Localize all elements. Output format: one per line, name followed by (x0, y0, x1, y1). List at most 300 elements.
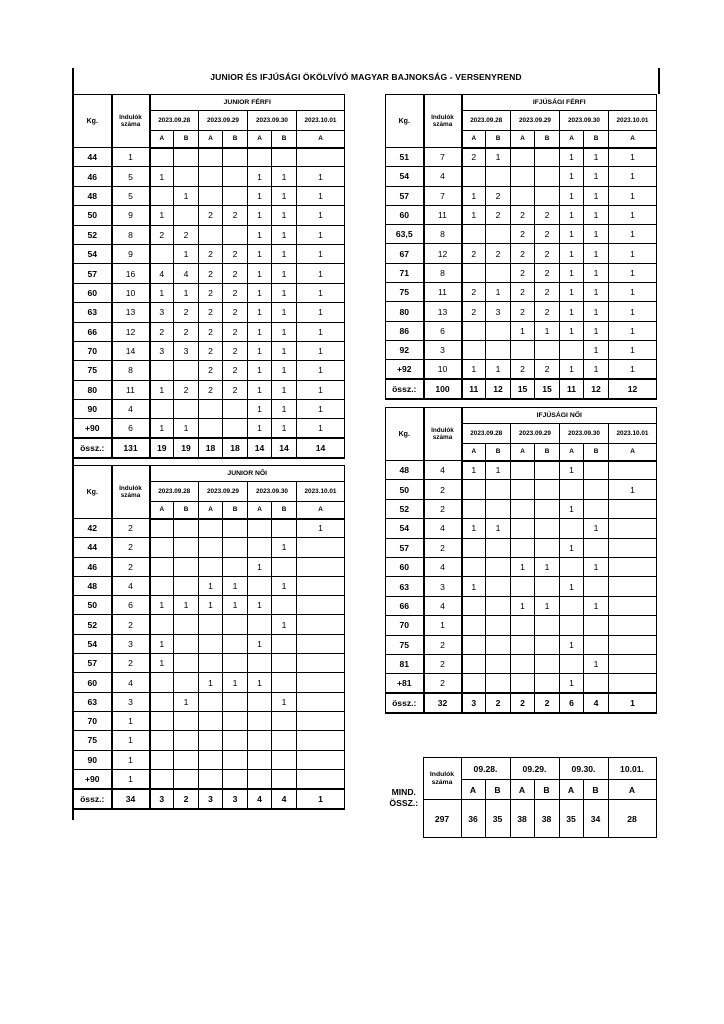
weight-class: 46 (74, 557, 112, 576)
bout-count (199, 769, 223, 788)
bout-count: 1 (150, 380, 174, 399)
bout-count (297, 731, 345, 750)
weight-class: 75 (74, 731, 112, 750)
table-row (74, 186, 345, 205)
bout-count (584, 480, 609, 499)
table-row (74, 576, 345, 595)
bout-count (584, 577, 609, 596)
sum-bouts: 3 (199, 789, 223, 809)
bout-count: 1 (248, 244, 272, 263)
table-row (74, 538, 345, 557)
date-header: 2023.09.28 (150, 482, 199, 502)
table-row (386, 340, 657, 359)
date-header: 2023.09.30 (560, 111, 609, 131)
session-header: B (584, 444, 609, 461)
summary-value: 35 (559, 800, 583, 838)
sum-label: össz.: (386, 379, 424, 399)
bout-count (462, 263, 486, 282)
bout-count (560, 557, 584, 576)
sum-bouts: 3 (462, 693, 486, 713)
entrant-count: 12 (112, 322, 150, 341)
bout-count: 1 (297, 519, 345, 538)
bout-count: 1 (174, 419, 199, 438)
bout-count (150, 361, 174, 380)
weight-class: 63 (74, 303, 112, 322)
bout-count: 1 (486, 461, 511, 480)
bout-count: 2 (199, 264, 223, 283)
bout-count: 1 (223, 576, 248, 595)
weight-class: 44 (74, 538, 112, 557)
table-row (386, 616, 657, 635)
weight-class: 48 (74, 576, 112, 595)
session-header: B (535, 131, 560, 148)
bout-count (535, 538, 560, 557)
bout-count (150, 750, 174, 769)
entrant-count: 6 (112, 596, 150, 615)
date-header: 2023.09.29 (199, 482, 248, 502)
entrant-count: 13 (424, 302, 462, 321)
entrant-count: 3 (424, 577, 462, 596)
weight-class: 63,5 (386, 225, 424, 244)
bout-count (462, 557, 486, 576)
table-row (386, 186, 657, 205)
bout-count (199, 711, 223, 730)
weight-class: 48 (74, 186, 112, 205)
bout-count: 2 (462, 148, 486, 167)
bout-count: 1 (248, 264, 272, 283)
bout-count: 1 (486, 519, 511, 538)
sum-label: össz.: (386, 693, 424, 713)
summary-date-1: 09.28. (461, 758, 510, 780)
bout-count (297, 634, 345, 653)
bout-count: 1 (272, 167, 297, 186)
bout-count (535, 654, 560, 673)
bout-count: 1 (248, 400, 272, 419)
table-row (386, 244, 657, 263)
bout-count: 1 (150, 167, 174, 186)
entrant-count: 2 (112, 557, 150, 576)
bout-count: 2 (174, 303, 199, 322)
table-row (74, 692, 345, 711)
bout-count (297, 538, 345, 557)
bout-count (486, 654, 511, 673)
bout-count: 1 (584, 186, 609, 205)
bout-count: 1 (535, 321, 560, 340)
sum-entrants: 100 (424, 379, 462, 399)
entrant-count: 4 (112, 673, 150, 692)
date-header: 2023.10.01 (297, 111, 345, 131)
session-header: B (223, 502, 248, 519)
bout-count (297, 148, 345, 167)
bout-count: 1 (609, 302, 657, 321)
date-header: 2023.10.01 (297, 482, 345, 502)
bout-count (150, 731, 174, 750)
bout-count (174, 673, 199, 692)
entrant-count: 14 (112, 341, 150, 360)
bout-count (150, 400, 174, 419)
session-header: A (511, 444, 535, 461)
bout-count: 1 (609, 167, 657, 186)
bout-count: 1 (560, 674, 584, 693)
bout-count: 1 (248, 186, 272, 205)
bout-count: 1 (248, 634, 272, 653)
sum-bouts: 12 (584, 379, 609, 399)
bout-count: 1 (609, 205, 657, 224)
bout-count: 1 (150, 596, 174, 615)
bout-count (199, 654, 223, 673)
sum-bouts: 14 (272, 438, 297, 458)
bout-count: 2 (486, 186, 511, 205)
entrant-count: 2 (424, 538, 462, 557)
session-header: A (511, 131, 535, 148)
bout-count (560, 616, 584, 635)
bout-count: 1 (272, 322, 297, 341)
sum-bouts: 2 (511, 693, 535, 713)
bout-count (297, 769, 345, 788)
bout-count (174, 361, 199, 380)
sum-bouts: 14 (248, 438, 272, 458)
bout-count (535, 148, 560, 167)
bout-count (248, 750, 272, 769)
session-header: A (248, 131, 272, 148)
bout-count: 1 (248, 419, 272, 438)
table-row (74, 557, 345, 576)
bout-count: 1 (560, 499, 584, 518)
session-header: A (462, 131, 486, 148)
bout-count: 1 (199, 673, 223, 692)
bout-count: 1 (272, 615, 297, 634)
sum-bouts: 11 (462, 379, 486, 399)
table-row (386, 148, 657, 167)
bout-count: 1 (272, 264, 297, 283)
session-header: B (223, 131, 248, 148)
bout-count (584, 461, 609, 480)
bout-count: 1 (462, 577, 486, 596)
bout-count (486, 225, 511, 244)
table-row (74, 519, 345, 538)
bout-count: 1 (535, 596, 560, 615)
bout-count: 1 (272, 283, 297, 302)
bout-count (297, 673, 345, 692)
bout-count (272, 711, 297, 730)
bout-count: 1 (297, 322, 345, 341)
bout-count (248, 711, 272, 730)
entrant-count: 7 (424, 148, 462, 167)
bout-count (486, 499, 511, 518)
bout-count: 2 (223, 206, 248, 225)
weight-class: 50 (386, 480, 424, 499)
bout-count (199, 225, 223, 244)
entrant-count: 11 (424, 205, 462, 224)
bout-count (535, 674, 560, 693)
entrant-count: 4 (424, 461, 462, 480)
bout-count (609, 635, 657, 654)
weight-class: 57 (386, 538, 424, 557)
table-row (74, 206, 345, 225)
bout-count (223, 400, 248, 419)
frame-right-line (658, 68, 660, 94)
table-row (74, 341, 345, 360)
bout-count: 2 (223, 264, 248, 283)
bout-count (511, 167, 535, 186)
entrant-count: 2 (424, 480, 462, 499)
bout-count: 1 (584, 557, 609, 576)
bout-count: 1 (584, 148, 609, 167)
session-header: B (174, 502, 199, 519)
bout-count (486, 167, 511, 186)
entrant-count: 8 (112, 361, 150, 380)
bout-count (584, 616, 609, 635)
entrant-count: 2 (424, 635, 462, 654)
entrant-count: 6 (424, 321, 462, 340)
bout-count: 2 (486, 244, 511, 263)
bout-count (511, 461, 535, 480)
bout-count (272, 654, 297, 673)
bout-count (511, 186, 535, 205)
section-title: IFJÚSÁGI FÉRFI (462, 95, 657, 111)
bout-count: 1 (199, 576, 223, 595)
table-row (386, 360, 657, 379)
bout-count: 4 (150, 264, 174, 283)
bout-count: 1 (560, 225, 584, 244)
bout-count (248, 692, 272, 711)
section-title: JUNIOR NŐI (150, 466, 345, 482)
table-row (74, 750, 345, 769)
entrant-count: 12 (424, 244, 462, 263)
sum-bouts: 2 (486, 693, 511, 713)
sum-row (74, 438, 345, 458)
bout-count (511, 148, 535, 167)
bout-count (174, 206, 199, 225)
sum-bouts: 4 (272, 789, 297, 809)
bout-count (297, 750, 345, 769)
kg-header: Kg. (74, 466, 112, 519)
bout-count (223, 148, 248, 167)
table-row (74, 634, 345, 653)
sum-bouts: 4 (584, 693, 609, 713)
table-row (386, 167, 657, 186)
entrant-count: 2 (424, 499, 462, 518)
bout-count: 1 (609, 480, 657, 499)
bout-count: 2 (174, 322, 199, 341)
bout-count: 1 (248, 380, 272, 399)
bout-count (511, 480, 535, 499)
weight-class: 66 (74, 322, 112, 341)
bout-count (297, 576, 345, 595)
date-header: 2023.10.01 (609, 424, 657, 444)
bout-count: 1 (486, 148, 511, 167)
bout-count (535, 186, 560, 205)
bout-count (150, 186, 174, 205)
weight-class: 60 (386, 205, 424, 224)
bout-count: 1 (535, 557, 560, 576)
entrant-count: 3 (112, 692, 150, 711)
entrant-count: 3 (424, 340, 462, 359)
weight-class: 57 (74, 654, 112, 673)
junior-ferfi-table (73, 94, 345, 459)
entrant-count: 4 (424, 596, 462, 615)
bout-count (486, 577, 511, 596)
kg-header: Kg. (386, 95, 424, 148)
bout-count (150, 244, 174, 263)
bout-count (223, 225, 248, 244)
summary-indulok-header: Indulók száma (423, 758, 461, 800)
bout-count (272, 769, 297, 788)
bout-count (223, 167, 248, 186)
bout-count (511, 616, 535, 635)
bout-count (199, 167, 223, 186)
weight-class: 70 (74, 341, 112, 360)
session-header: A (150, 502, 174, 519)
ifjusagi-ferfi-table (385, 94, 657, 400)
bout-count (248, 519, 272, 538)
session-header: A (609, 131, 657, 148)
bout-count (174, 711, 199, 730)
bout-count: 1 (272, 244, 297, 263)
sum-entrants: 34 (112, 789, 150, 809)
weight-class: 54 (386, 167, 424, 186)
bout-count (174, 576, 199, 595)
entrant-count: 4 (112, 576, 150, 595)
bout-count (272, 731, 297, 750)
table-row (74, 615, 345, 634)
date-header: 2023.09.30 (248, 482, 297, 502)
entrant-count: 4 (112, 400, 150, 419)
bout-count: 1 (560, 148, 584, 167)
bout-count: 1 (511, 596, 535, 615)
bout-count (560, 480, 584, 499)
weight-class: 60 (74, 283, 112, 302)
bout-count: 1 (297, 341, 345, 360)
table-row (74, 361, 345, 380)
date-header: 2023.09.30 (560, 424, 609, 444)
weight-class: 54 (74, 244, 112, 263)
bout-count (150, 615, 174, 634)
bout-count (199, 148, 223, 167)
table-row (386, 321, 657, 340)
bout-count (609, 674, 657, 693)
bout-count (174, 557, 199, 576)
sum-bouts: 2 (174, 789, 199, 809)
bout-count: 1 (272, 341, 297, 360)
bout-count (609, 616, 657, 635)
bout-count (535, 519, 560, 538)
bout-count: 1 (584, 167, 609, 186)
weight-class: 63 (74, 692, 112, 711)
table-row (74, 673, 345, 692)
weight-class: 70 (386, 616, 424, 635)
bout-count (535, 577, 560, 596)
bout-count: 2 (223, 380, 248, 399)
bout-count (486, 321, 511, 340)
table-row (74, 225, 345, 244)
sum-label: össz.: (74, 438, 112, 458)
bout-count (297, 692, 345, 711)
bout-count (609, 499, 657, 518)
bout-count: 1 (609, 263, 657, 282)
bout-count (199, 538, 223, 557)
weight-class: 75 (386, 283, 424, 302)
weight-class: 51 (386, 148, 424, 167)
bout-count (272, 673, 297, 692)
sum-row (386, 693, 657, 713)
bout-count: 2 (174, 225, 199, 244)
bout-count: 1 (511, 557, 535, 576)
bout-count: 1 (248, 361, 272, 380)
bout-count: 1 (584, 519, 609, 538)
bout-count: 1 (297, 283, 345, 302)
bout-count (511, 499, 535, 518)
sum-bouts: 12 (486, 379, 511, 399)
table-row (74, 419, 345, 438)
session-header: A (560, 131, 584, 148)
entrant-count: 2 (424, 674, 462, 693)
bout-count: 1 (297, 361, 345, 380)
ifjusagi-noi-table (385, 407, 657, 714)
bout-count (511, 635, 535, 654)
weight-class: 42 (74, 519, 112, 538)
bout-count (486, 557, 511, 576)
bout-count: 1 (486, 360, 511, 379)
bout-count: 1 (462, 461, 486, 480)
table-row (386, 480, 657, 499)
sum-bouts: 2 (535, 693, 560, 713)
bout-count: 1 (272, 303, 297, 322)
bout-count: 1 (150, 654, 174, 673)
bout-count (511, 577, 535, 596)
bout-count (462, 480, 486, 499)
bout-count: 1 (584, 360, 609, 379)
bout-count (199, 750, 223, 769)
entrant-count: 11 (112, 380, 150, 399)
bout-count (609, 519, 657, 538)
weight-class: 70 (74, 711, 112, 730)
bout-count: 1 (150, 419, 174, 438)
bout-count (609, 596, 657, 615)
bout-count: 1 (248, 673, 272, 692)
session-header: A (297, 502, 345, 519)
bout-count: 2 (150, 322, 174, 341)
session-header: A (248, 502, 272, 519)
bout-count (248, 538, 272, 557)
table-row (386, 283, 657, 302)
bout-count (462, 596, 486, 615)
bout-count (560, 340, 584, 359)
entrant-count: 4 (424, 519, 462, 538)
bout-count: 3 (486, 302, 511, 321)
table-row (74, 244, 345, 263)
table-row (74, 303, 345, 322)
summary-value: 35 (485, 800, 510, 838)
session-header: B (584, 131, 609, 148)
bout-count: 1 (560, 244, 584, 263)
table-row (386, 577, 657, 596)
weight-class: 86 (386, 321, 424, 340)
bout-count: 2 (535, 360, 560, 379)
bout-count (272, 750, 297, 769)
bout-count (535, 480, 560, 499)
bout-count: 1 (584, 340, 609, 359)
bout-count (174, 654, 199, 673)
bout-count: 1 (272, 538, 297, 557)
bout-count: 1 (297, 244, 345, 263)
bout-count: 2 (462, 244, 486, 263)
bout-count: 1 (248, 596, 272, 615)
bout-count: 1 (297, 303, 345, 322)
bout-count (297, 711, 345, 730)
bout-count: 1 (584, 654, 609, 673)
section-title: IFJÚSÁGI NŐI (462, 408, 657, 424)
